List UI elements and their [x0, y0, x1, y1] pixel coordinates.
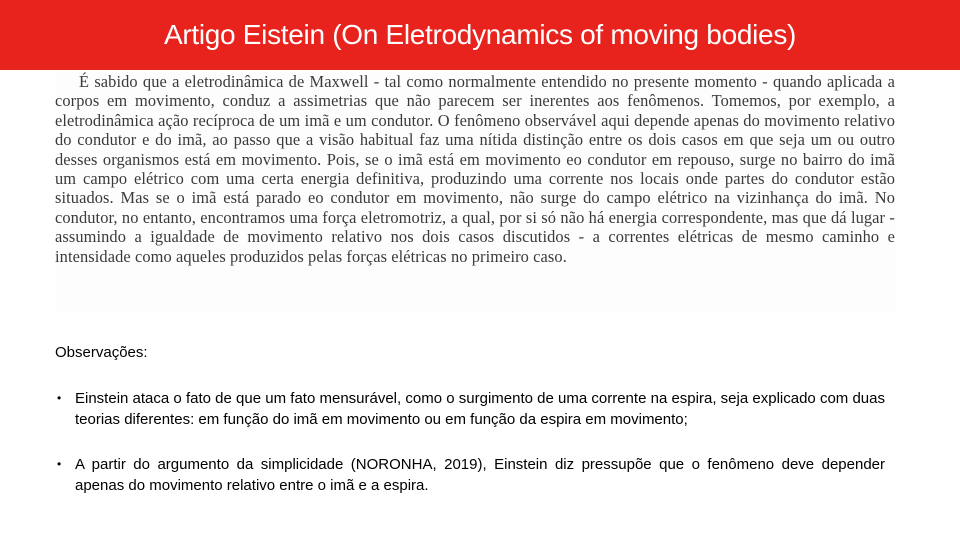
bullet-text: A partir do argumento da simplicidade (NORONHA, 2019), Einstein diz pressupõe que o fenômeno deve depender apenas do movimento relativo entre o imã e a espira.	[75, 456, 885, 494]
scanned-paragraph: É sabido que a eletrodinâmica de Maxwell - tal como normalmente entendido no presente momento - quando aplicada a corpos em movimento, conduz a assimetrias que não parecem ser inerentes aos fenômenos. Tomemos, por exemplo, a eletrodinâmica ação recíproca de um imã e um condutor. O fenômeno observável aqui depende apenas do movimento relativo do condutor e do imã, ao passo que a visão habitual faz uma nítida distinção entre os dois casos em que seja um ou outro desses organismos está em movimento. Pois, se o imã está em movimento eo condutor em repouso, surge no bairro do imã um campo elétrico com uma certa energia definitiva, produzindo uma corrente nos locais onde partes do condutor estão situados. Mas se o imã está parado eo condutor em movimento, não surge do campo elétrico na vizinhança do imã. No condutor, no entanto, encontramos uma força eletromotriz, a qual, por si só não há energia correspondente, mas que dá lugar - assumindo a igualdade de movimento relativo nos dois casos discutidos - a correntes elétricas de mesmo caminho e intensidade como aqueles produzidos pelas forças elétricas no primeiro caso.	[55, 72, 895, 266]
observations-heading: Observações:	[55, 344, 148, 361]
list-item	[55, 454, 885, 496]
slide-title: Artigo Eistein (On Eletrodynamics of moving bodies)	[163, 19, 797, 50]
bullet-icon: •	[57, 391, 62, 405]
bullet-icon: •	[57, 457, 62, 471]
title-bar	[0, 0, 960, 70]
list-item	[55, 388, 885, 430]
bullet-text: Einstein ataca o fato de que um fato mensurável, como o surgimento de uma corrente na espira, seja explicado com duas teorias diferentes: em função do imã em movimento ou em função da espira em movimento;	[75, 390, 885, 428]
observations-list	[55, 388, 885, 520]
scanned-text-image	[55, 72, 895, 312]
